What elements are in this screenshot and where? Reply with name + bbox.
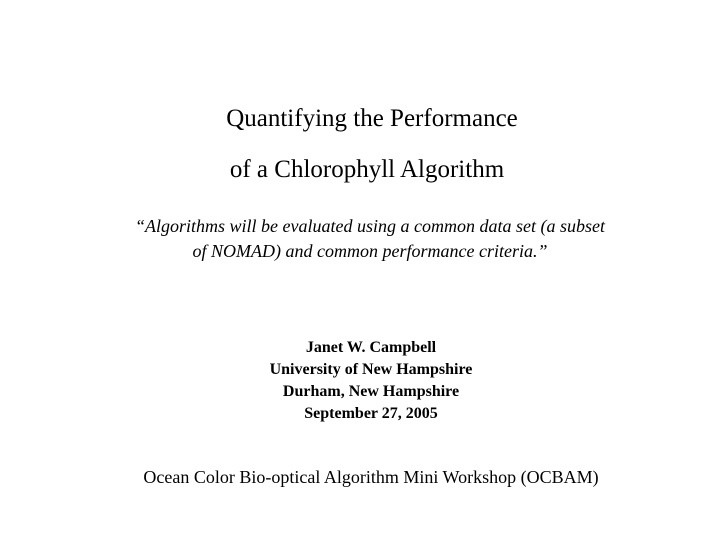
author-block (0, 337, 720, 425)
presentation-date: September 27, 2005 (304, 405, 438, 422)
event-name: Ocean Color Bio-optical Algorithm Mini Workshop (OCBAM) (143, 467, 599, 487)
quote (90, 214, 650, 264)
quote-line-2: of NOMAD) and common performance criteria.” (192, 241, 548, 261)
quote-line-1: “Algorithms will be evaluated using a common data set (a subset (135, 216, 605, 236)
author-name: Janet W. Campbell (305, 339, 437, 356)
title-line-1: Quantifying the Performance (226, 105, 518, 132)
author-location: Durham, New Hampshire (282, 383, 460, 400)
title-line-2: of a Chlorophyll Algorithm (229, 156, 505, 183)
author-affiliation: University of New Hampshire (269, 361, 473, 378)
